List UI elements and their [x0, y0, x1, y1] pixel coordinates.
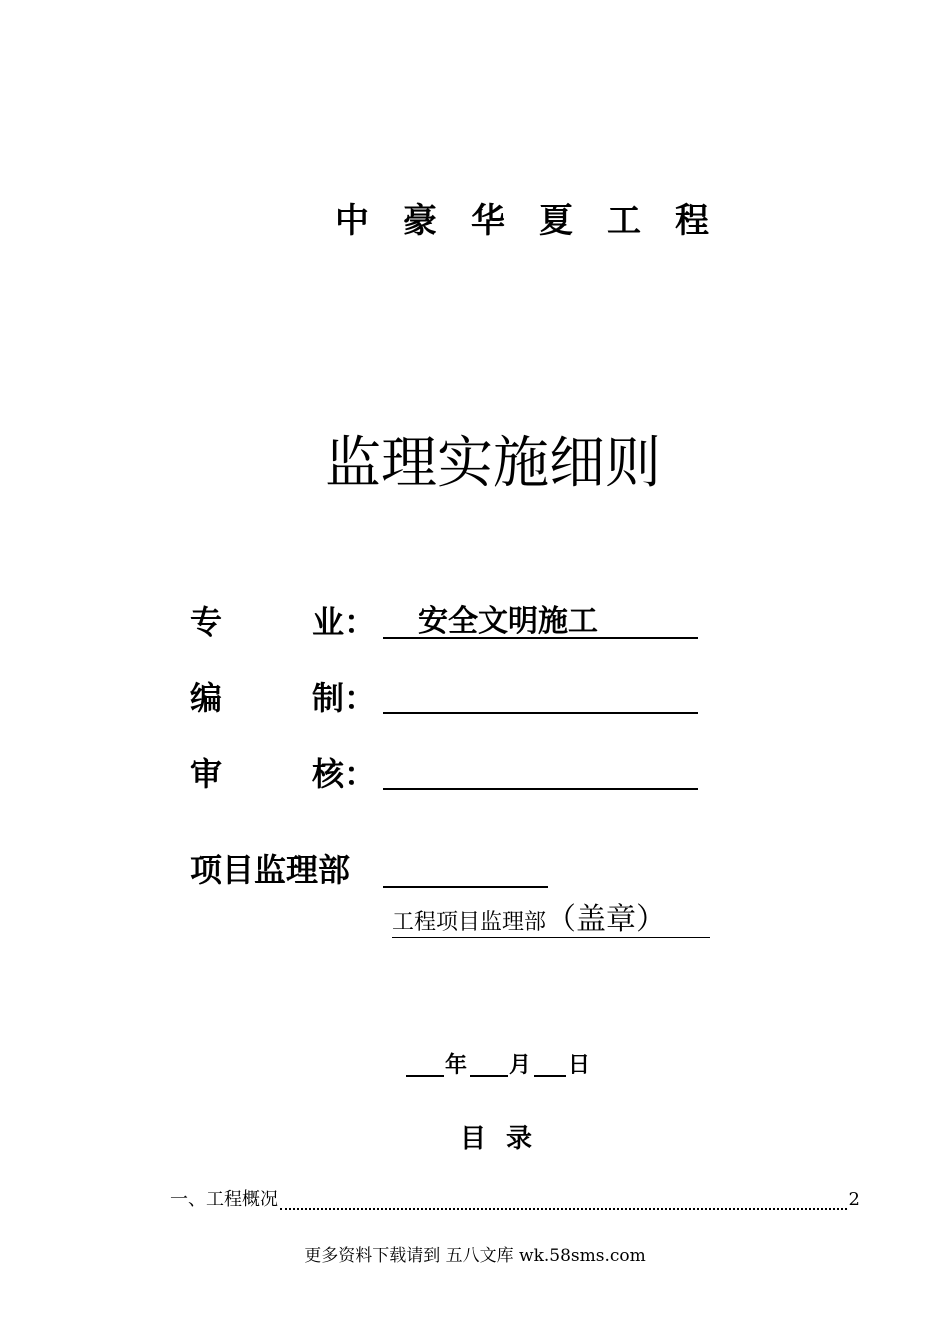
field-label-reviewed-second: 核 [312, 755, 345, 793]
seal-underline [392, 937, 710, 938]
field-label-major-first: 专 [190, 603, 223, 641]
field-colon: ： [344, 679, 377, 717]
date-day-blank [534, 1075, 566, 1077]
document-title: 监理实施细则 [325, 431, 661, 496]
seal-open-paren: （ [546, 902, 577, 937]
field-label-compiled-second: 制 [312, 679, 345, 717]
project-name: 中豪华夏工程 [335, 201, 743, 241]
toc-entry-title: 一、工程概况 [170, 1189, 278, 1210]
date-month-label: 月 [509, 1052, 532, 1078]
seal-word: 盖章 [576, 902, 637, 937]
footer-text: 更多资料下载请到 五八文库 wk.58sms.com [304, 1246, 646, 1266]
field-colon: ： [344, 603, 377, 641]
field-colon: ： [344, 755, 377, 793]
dept-underline [383, 886, 548, 888]
seal-close-paren: ） [636, 902, 667, 937]
date-year-blank [406, 1075, 444, 1077]
dept-label: 项目监理部 [190, 851, 351, 889]
field-value-major: 安全文明施工 [418, 604, 598, 639]
toc-entry[interactable] [170, 1184, 860, 1216]
toc-entry-page: 2 [848, 1189, 860, 1210]
seal-prefix: 工程项目监理部 [392, 910, 547, 935]
toc-leader-dots [280, 1208, 847, 1210]
field-label-compiled-first: 编 [190, 679, 223, 717]
date-year-label: 年 [445, 1052, 468, 1078]
field-label-major-second: 业 [312, 603, 345, 641]
toc-heading: 目录 [460, 1124, 553, 1154]
date-day-label: 日 [568, 1052, 591, 1078]
date-month-blank [470, 1075, 508, 1077]
field-underline-major [383, 637, 698, 639]
field-underline-compiled [383, 712, 698, 714]
field-underline-reviewed [383, 788, 698, 790]
field-label-reviewed-first: 审 [190, 755, 223, 793]
